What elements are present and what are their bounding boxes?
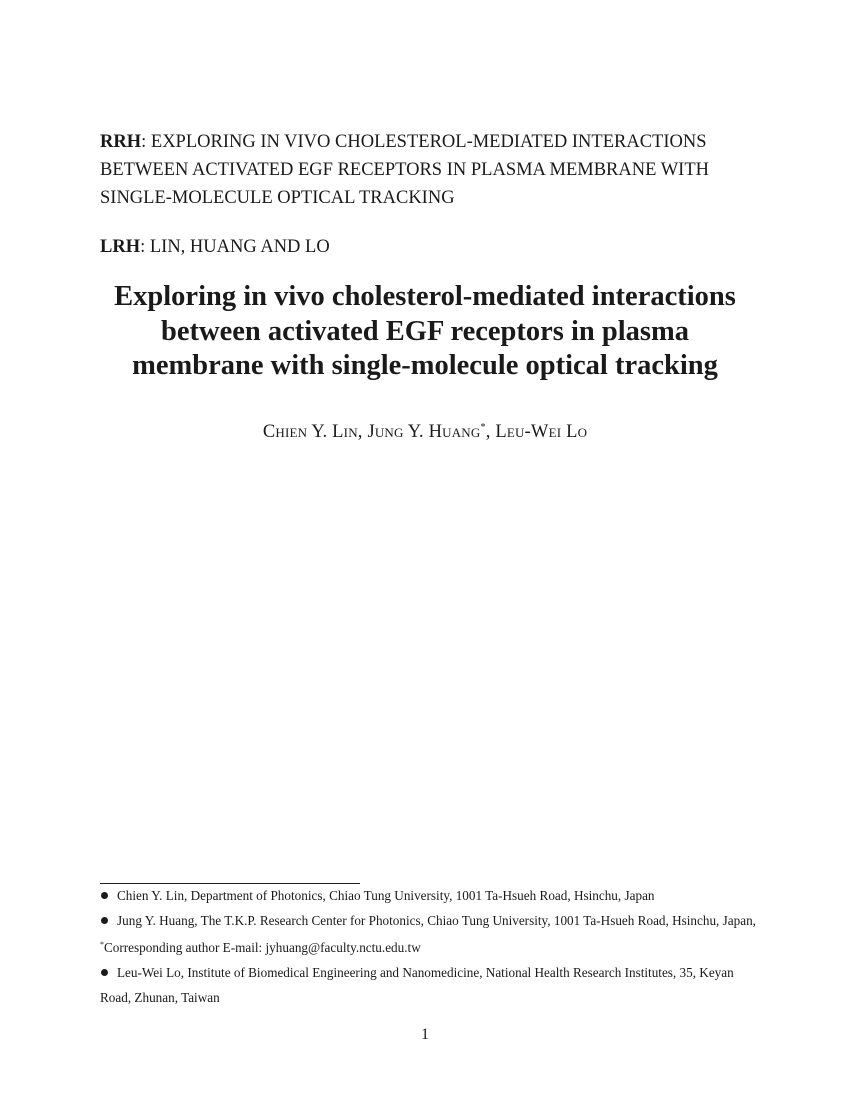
author-separator: , xyxy=(485,422,496,442)
footnote-text: Chien Y. Lin, Department of Photonics, Chiao Tung University, 1001 Ta-Hsueh Road, Hsinchu, Japan xyxy=(117,888,655,903)
lrh-text: : LIN, HUANG AND LO xyxy=(140,237,330,257)
title-line-3: membrane with single-molecule optical tracking xyxy=(132,350,718,381)
rrh-label: RRH xyxy=(100,132,142,152)
footnote-lin xyxy=(100,884,760,909)
author-huang: Jung Y. Huang xyxy=(367,422,481,442)
lrh-label: LRH xyxy=(100,237,141,257)
page-number: 1 xyxy=(421,1026,429,1043)
corresponding-email: Corresponding author E-mail: jyhuang@faculty.nctu.edu.tw xyxy=(104,940,421,956)
author-lin: Chien Y. Lin xyxy=(262,422,358,442)
author-separator: , xyxy=(357,422,368,442)
rrh-text: : EXPLORING IN VIVO CHOLESTEROL-MEDIATED INTERACTIONS BETWEEN ACTIVATED EGF RECEPTORS IN PLASMA MEMBRANE WITH SINGLE-MOLECULE OPTICAL TRACKING xyxy=(100,132,709,208)
corresponding-author-mark: * xyxy=(480,422,486,433)
bullet-icon xyxy=(101,892,108,899)
corresponding-mark: * xyxy=(100,940,104,950)
title-line-2: between activated EGF receptors in plasma xyxy=(161,315,689,347)
footnote-lo xyxy=(100,961,760,1010)
author-lo: Leu-Wei Lo xyxy=(495,422,588,442)
bullet-icon xyxy=(101,917,108,924)
title-line-1: Exploring in vivo cholesterol-mediated interactions xyxy=(114,281,736,312)
paper-title xyxy=(60,280,790,384)
footnote-huang xyxy=(100,909,760,961)
footnote-text: Jung Y. Huang, The T.K.P. Research Center for Photonics, Chiao Tung University, 1001 Ta-Hsueh Road, Hsinchu, Japan, xyxy=(117,912,756,928)
author-list xyxy=(0,422,850,443)
footnote-text: Leu-Wei Lo, Institute of Biomedical Engineering and Nanomedicine, National Health Research Institutes, 35, Keyan Road, Zhunan, Taiwan xyxy=(100,965,734,1005)
left-running-head xyxy=(100,233,330,261)
right-running-head xyxy=(100,128,780,212)
affiliation-footnotes xyxy=(100,884,760,1011)
bullet-icon xyxy=(101,969,108,976)
